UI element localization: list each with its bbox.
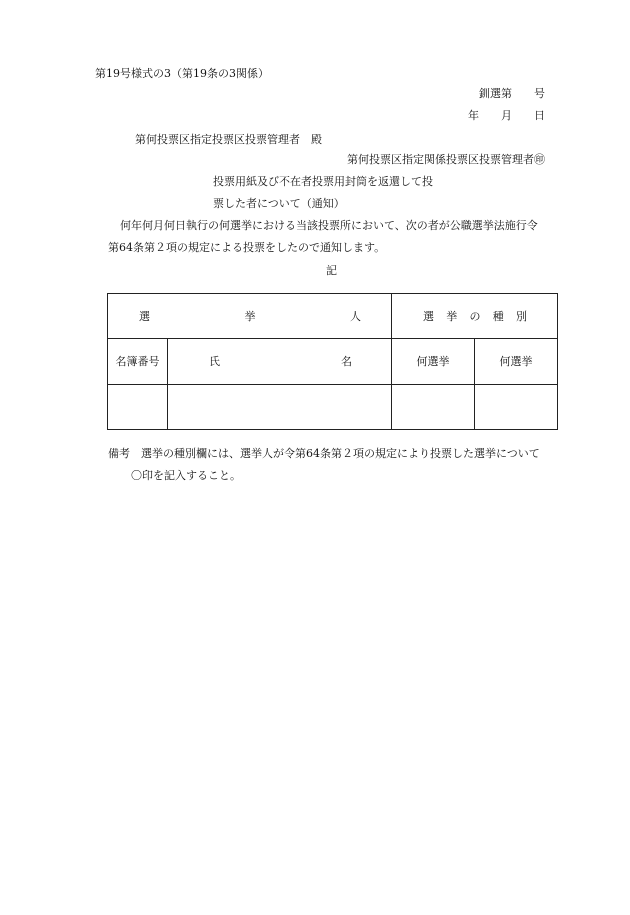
election-type-header-char: 種 [492, 309, 504, 323]
form-number: 第19号様式の3（第19条の3関係） [95, 67, 269, 80]
voter-header-char: 人 [350, 309, 361, 323]
election-2-cell [475, 385, 558, 430]
document-title-line-1: 投票用紙及び不在者投票用封筒を返還して投 [213, 175, 433, 188]
table-subheader-row [108, 339, 558, 385]
voter-header-cell [108, 294, 392, 339]
voter-header-char: 挙 [244, 309, 256, 323]
election-type-header-char: 挙 [446, 309, 458, 323]
name-header-cell [168, 339, 392, 385]
body-text-line-1: 何年何月何日執行の何選挙における当該投票所において、次の者が公職選挙法施行令 [120, 219, 538, 232]
addressee: 第何投票区指定投票区投票管理者 殿 [135, 133, 322, 146]
voter-header-char: 選 [139, 309, 150, 323]
election-2-header: 何選挙 [475, 339, 558, 385]
register-number-header: 名簿番号 [108, 339, 168, 385]
name-cell [168, 385, 392, 430]
table-row [108, 385, 558, 430]
document-date: 年 月 日 [468, 109, 545, 122]
table-header-row [108, 294, 558, 339]
election-type-header-char: 別 [516, 309, 527, 323]
election-1-header: 何選挙 [392, 339, 475, 385]
remarks-line-2: 〇印を記入すること。 [131, 469, 241, 482]
election-type-header-char: の [469, 309, 481, 323]
ki-marker: 記 [326, 264, 337, 277]
name-header-char: 氏 [209, 355, 220, 368]
sender: 第何投票区指定関係投票区投票管理者㊞ [347, 153, 545, 166]
remarks-line-1: 備考 選挙の種別欄には、選挙人が令第64条第２項の規定により投票した選挙について [108, 447, 540, 460]
document-number: 釧選第 号 [479, 87, 545, 100]
body-text-line-2: 第64条第２項の規定による投票をしたので通知します。 [108, 241, 386, 254]
election-type-header-char: 選 [423, 309, 434, 323]
election-type-header-cell [392, 294, 558, 339]
register-number-cell [108, 385, 168, 430]
voter-table [107, 293, 558, 430]
election-1-cell [392, 385, 475, 430]
document-title-line-2: 票した者について（通知） [213, 197, 345, 210]
name-header-char: 名 [341, 355, 352, 368]
